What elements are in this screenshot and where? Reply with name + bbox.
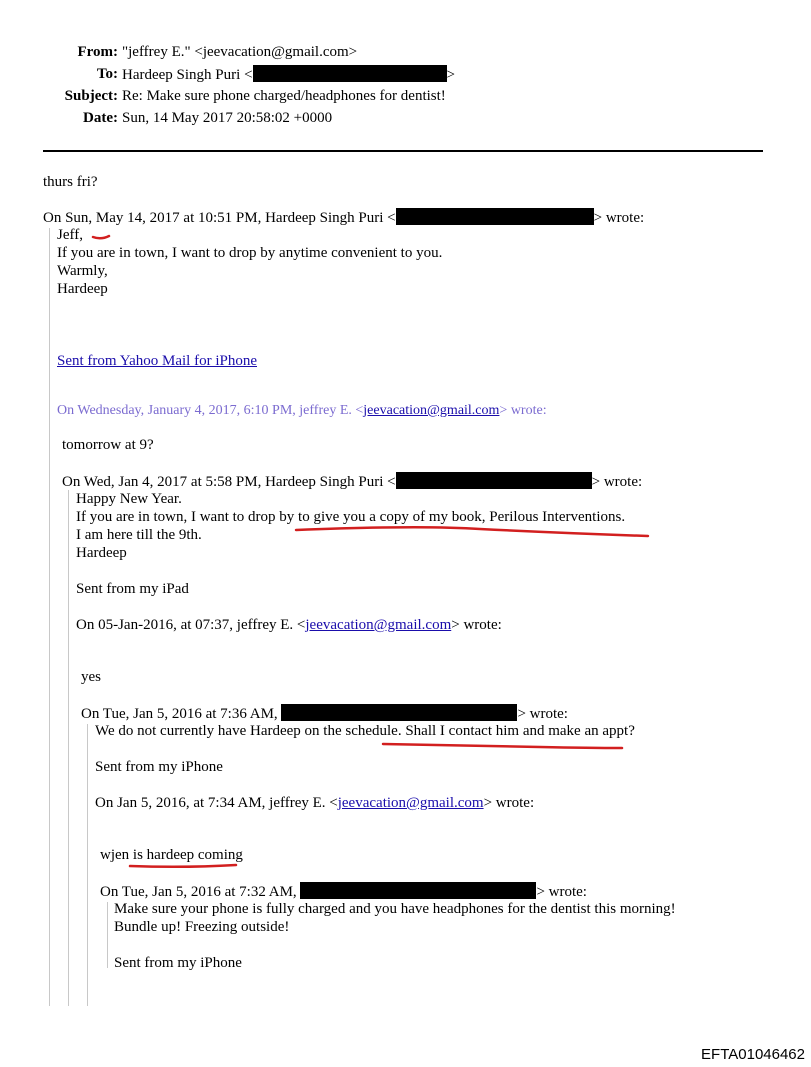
annotation-underline (296, 527, 648, 536)
attribution-suffix: > wrote: (483, 795, 535, 811)
to-name: Hardeep Singh Puri < (122, 67, 253, 83)
attribution-text: On Sun, May 14, 2017 at 10:51 PM, Hardeep Singh Puri < (43, 210, 396, 226)
quote-line: Jeff, (57, 227, 83, 243)
quote-line: Sent from my iPad (76, 581, 189, 597)
yahoo-mail-link[interactable]: Sent from Yahoo Mail for iPhone (57, 353, 257, 369)
quote-line: Happy New Year. (76, 491, 182, 507)
from-value: "jeffrey E." <jeevacation@gmail.com> (122, 44, 358, 60)
attribution-suffix: > wrote: (451, 617, 502, 633)
email-link[interactable]: jeevacation@gmail.com (363, 403, 500, 418)
email-link[interactable]: jeevacation@gmail.com (305, 617, 452, 633)
quote-line: Hardeep (57, 281, 108, 297)
to-suffix: > (446, 67, 455, 83)
annotation-mark (93, 236, 109, 238)
document-id: EFTA01046462 (701, 1046, 805, 1063)
quote-line: Warmly, (57, 263, 108, 279)
quote-line: Sent from my iPhone (114, 955, 242, 971)
quote-line: If you are in town, I want to drop by anytime convenient to you. (57, 245, 443, 261)
to-label: To: (96, 66, 118, 82)
attribution-suffix: > wrote: (591, 474, 643, 490)
quote-line: Make sure your phone is fully charged and you have headphones for the dentist this morning! (114, 901, 676, 917)
annotation-underline (383, 744, 622, 748)
attribution-suffix: > wrote: (499, 403, 547, 418)
email-link[interactable]: jeevacation@gmail.com (337, 795, 484, 811)
date-value: Sun, 14 May 2017 20:58:02 +0000 (122, 110, 333, 126)
from-label: From: (77, 44, 118, 60)
quote-line: wjen is hardeep coming (100, 847, 243, 863)
quote-line: I am here till the 9th. (76, 527, 202, 543)
attribution-text: On Jan 5, 2016, at 7:34 AM, jeffrey E. < (95, 795, 338, 811)
attribution-text: On Wed, Jan 4, 2017 at 5:58 PM, Hardeep Singh Puri < (62, 474, 396, 490)
attribution-text: On Tue, Jan 5, 2016 at 7:32 AM, (100, 884, 297, 900)
attribution-suffix: > wrote: (593, 210, 645, 226)
quote-line: Bundle up! Freezing outside! (114, 919, 290, 935)
quote-line: yes (81, 669, 101, 685)
quote-line: If you are in town, I want to drop by to give you a copy of my book, Perilous Interventions. (76, 509, 626, 525)
quote-line: Hardeep (76, 545, 127, 561)
reply-text: thurs fri? (43, 174, 98, 190)
annotation-underline (130, 865, 236, 867)
quote-line: Sent from my iPhone (95, 759, 223, 775)
attribution-text: On Tue, Jan 5, 2016 at 7:36 AM, (81, 706, 278, 722)
subject-label: Subject: (64, 88, 118, 104)
date-label: Date: (83, 110, 118, 126)
quote-line: We do not currently have Hardeep on the schedule. Shall I contact him and make an appt? (95, 723, 635, 739)
attribution-suffix: > wrote: (517, 706, 568, 722)
quote-line: tomorrow at 9? (62, 437, 154, 453)
attribution-suffix: > wrote: (536, 884, 587, 900)
attribution-text: On 05-Jan-2016, at 07:37, jeffrey E. < (76, 617, 306, 633)
subject-value: Re: Make sure phone charged/headphones for dentist! (122, 88, 446, 104)
attribution-text: On Wednesday, January 4, 2017, 6:10 PM, jeffrey E. < (57, 403, 364, 418)
